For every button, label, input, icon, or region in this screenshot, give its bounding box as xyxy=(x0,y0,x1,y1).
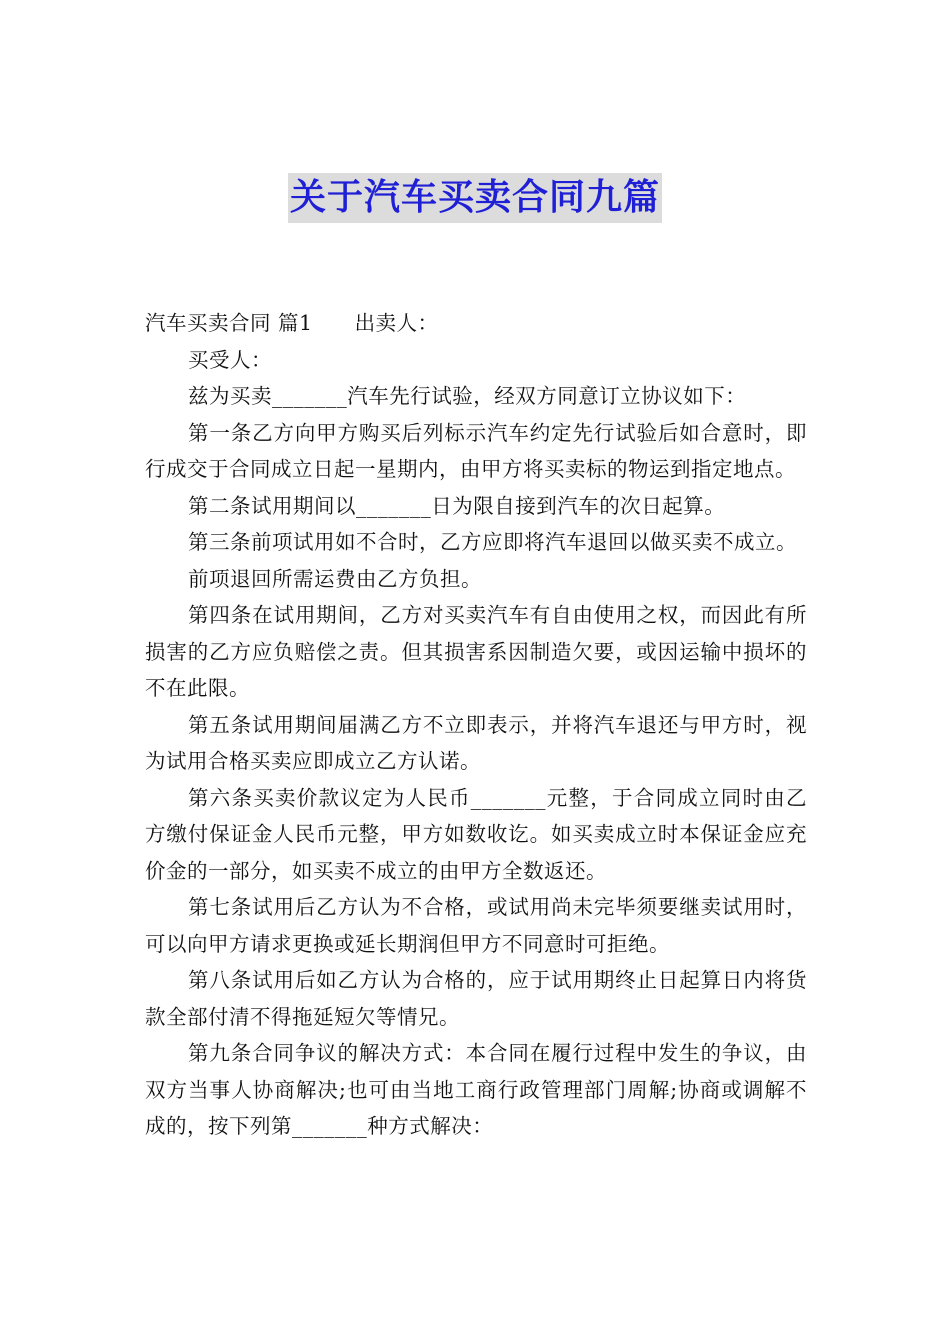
paragraph-return-freight: 前项退回所需运费由乙方负担。 xyxy=(188,566,483,591)
paragraph-article-8: 第八条试用后如乙方认为合格的，应于试用期终止日起算日内将货款全部付清不得拖延短欠等情兄。 xyxy=(145,968,807,1029)
paragraph-article-4: 第四条在试用期间，乙方对买卖汽车有自由使用之权，而因此有所损害的乙方应负赔偿之责。但其损害系因制造欠要，或因运输中损坏的不在此限。 xyxy=(145,603,807,700)
paragraph-buyer: 买受人： xyxy=(188,347,273,372)
document-body xyxy=(145,305,807,1145)
document-title: 关于汽车买卖合同九篇 xyxy=(288,173,662,223)
paragraph-article-7: 第七条试用后乙方认为不合格，或试用尚未完毕须要继卖试用时，可以向甲方请求更换或延长期润但甲方不同意时可拒绝。 xyxy=(145,895,807,956)
paragraph-article-1: 第一条乙方向甲方购买后列标示汽车约定先行试验后如合意时，即行成交于合同成立日起一星期内，由甲方将买卖标的物运到指定地点。 xyxy=(145,420,807,481)
contract-heading-line xyxy=(145,305,807,342)
title-block xyxy=(0,173,950,223)
paragraph-preamble: 兹为买卖_______汽车先行试验，经双方同意订立协议如下： xyxy=(188,384,747,408)
seller-label: 出卖人： xyxy=(354,311,439,335)
paragraph-article-9: 第九条合同争议的解决方式：本合同在履行过程中发生的争议，由双方当事人协商解决;也可由当地工商行政管理部门周解;协商或调解不成的，按下列第_______种方式解决： xyxy=(145,1041,807,1138)
paragraph-article-6: 第六条买卖价款议定为人民币_______元整，于合同成立同时由乙方缴付保证金人民币元整，甲方如数收讫。如买卖成立时本保证金应充价金的一部分，如买卖不成立的由甲方全数返还。 xyxy=(145,785,807,883)
paragraph-article-3: 第三条前项试用如不合时，乙方应即将汽车退回以做买卖不成立。 xyxy=(188,530,798,554)
paragraph-article-5: 第五条试用期间届满乙方不立即表示，并将汽车退还与甲方时，视为试用合格买卖应即成立乙方认诺。 xyxy=(145,712,807,773)
contract-heading: 汽车买卖合同 篇1 xyxy=(145,311,313,335)
paragraph-article-2: 第二条试用期间以_______日为限自接到汽车的次日起算。 xyxy=(188,493,726,518)
